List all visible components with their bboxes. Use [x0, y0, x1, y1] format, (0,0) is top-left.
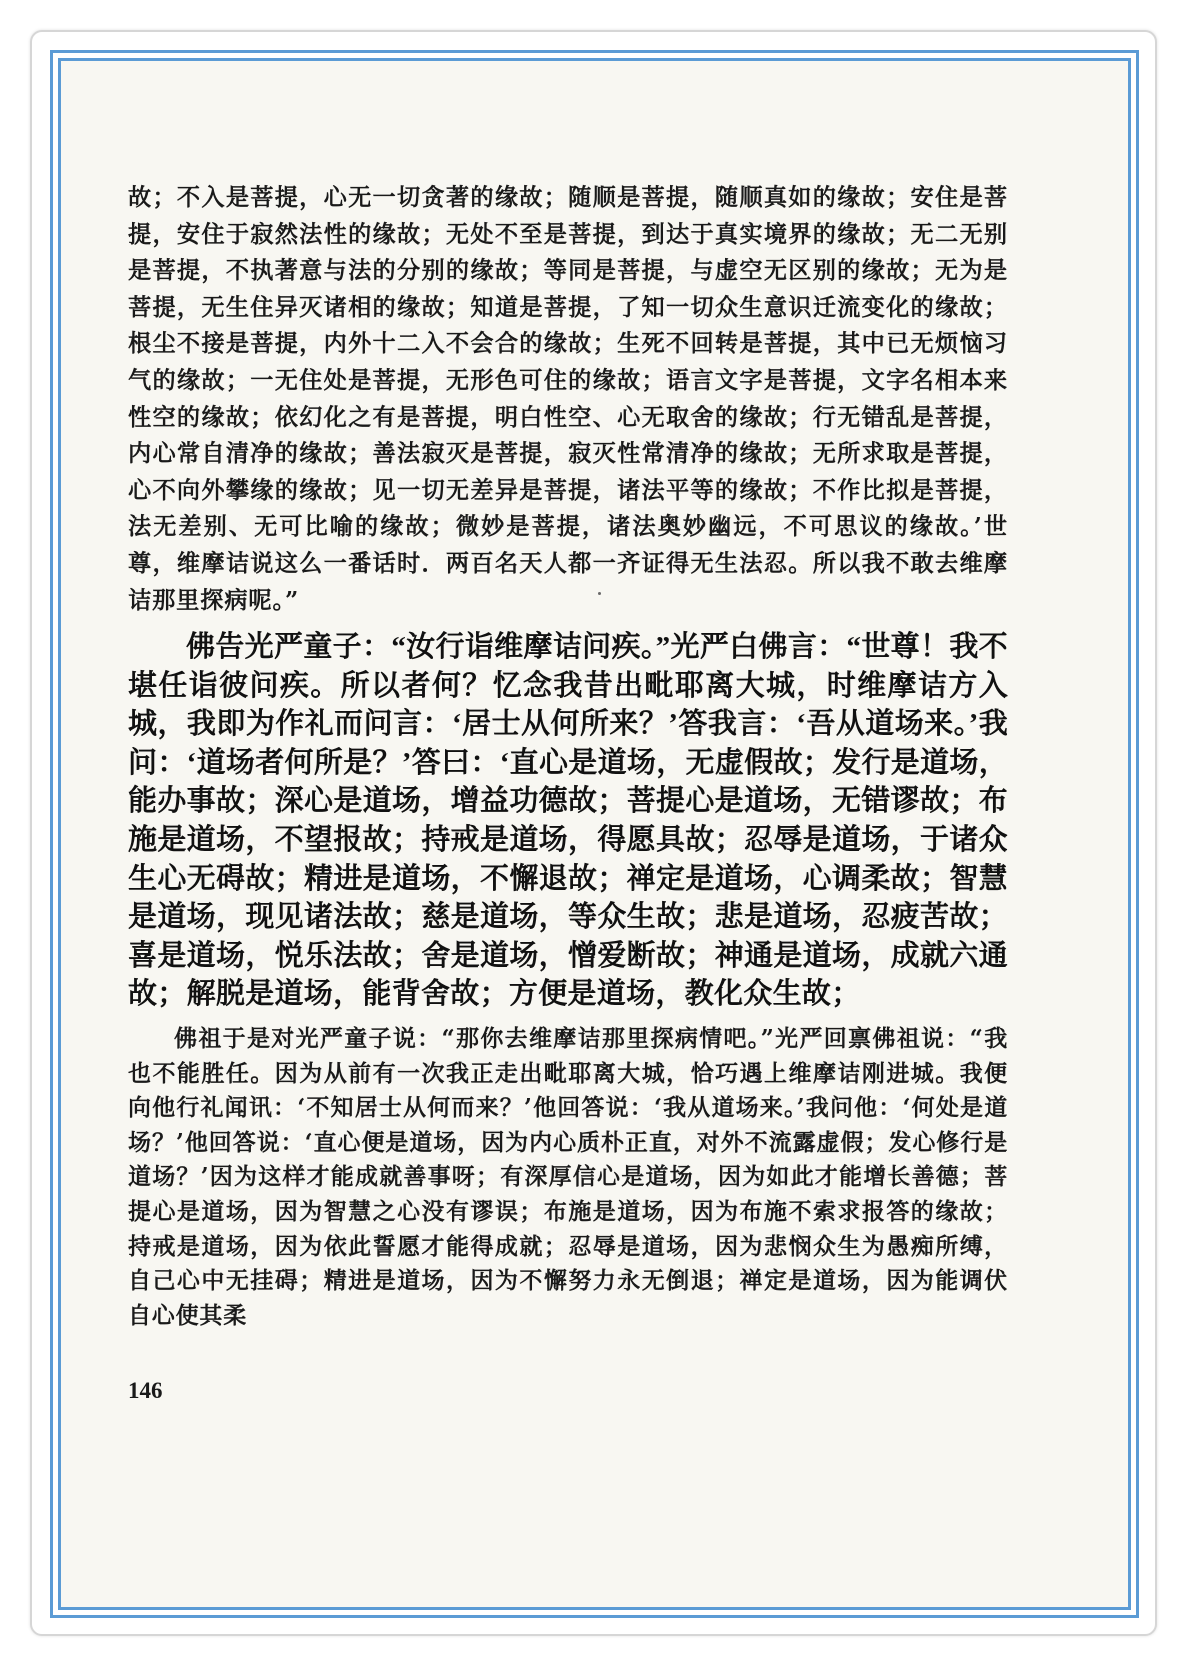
page-text-top	[128, 180, 1008, 619]
paragraph-classic-text: 佛告光严童子：“汝行诣维摩诘问疾。”光严白佛言：“世尊！我不堪任诣彼问疾。所以者何？忆念我昔出毗耶离大城，时维摩诘方入城，我即为作礼而问言：‘居士从何所来？’答我言：‘吾从道场来。’我问：‘道场者何所是？’答曰：‘直心是道场，无虚假故；发行是道场，能办事故；深心是道场，增益功德故；菩提心是道场，无错谬故；布施是道场，不望报故；持戒是道场，得愿具故；忍辱是道场，于诸众生心无碍故；精进是道场，不懈退故；禅定是道场，心调柔故；智慧是道场，现见诸法故；慈是道场，等众生故；悲是道场，忍疲苦故；喜是道场，悦乐法故；舍是道场，憎爱断故；神通是道场，成就六通故；解脱是道场，能背舍故；方便是道场，教化众生故；	[128, 631, 1008, 1011]
paragraph-top: 故；不入是菩提，心无一切贪著的缘故；随顺是菩提，随顺真如的缘故；安住是菩提，安住于寂然法性的缘故；无处不至是菩提，到达于真实境界的缘故；无二无别是菩提，不执著意与法的分别的缘故；等同是菩提，与虚空无区别的缘故；无为是菩提，无生住异灭诸相的缘故；知道是菩提，了知一切众生意识迁流变化的缘故；根尘不接是菩提，内外十二入不会合的缘故；生死不回转是菩提，其中已无烦恼习气的缘故；一无住处是菩提，无形色可住的缘故；语言文字是菩提，文字名相本来性空的缘故；依幻化之有是菩提，明白性空、心无取舍的缘故；行无错乱是菩提，内心常自清净的缘故；善法寂灭是菩提，寂灭性常清净的缘故；无所求取是菩提，心不向外攀缘的缘故；见一切无差异是菩提，诸法平等的缘故；不作比拟是菩提，法无差别、无可比喻的缘故；微妙是菩提，诸法奥妙幽远，不可思议的缘故。’世尊，维摩诘说这么一番话时．两百名天人都一齐证得无生法忍。所以我不敢去维摩诘那里探病呢。”	[128, 184, 1008, 614]
page-number: 146	[128, 1378, 163, 1403]
paragraph-translation: 佛祖于是对光严童子说：“那你去维摩诘那里探病情吧。”光严回禀佛祖说：“我也不能胜任。因为从前有一次我正走出毗耶离大城，恰巧遇上维摩诘刚进城。我便向他行礼闻讯：‘不知居士从何而来？’他回答说：‘我从道场来。’我问他：‘何处是道场？’他回答说：‘直心便是道场，因为内心质朴正直，对外不流露虚假；发心修行是道场？’因为这样才能成就善事呀；有深厚信心是道场，因为如此才能增长善德；菩提心是道场，因为智慧之心没有谬误；布施是道场，因为布施不索求报答的缘故；持戒是道场，因为依此誓愿才能得成就；忍辱是道场，因为悲悯众生为愚痴所缚，自己心中无挂碍；精进是道场，因为不懈努力永无倒退；禅定是道场，因为能调伏自心使其柔	[128, 1025, 1008, 1329]
separator-dot	[598, 592, 601, 595]
